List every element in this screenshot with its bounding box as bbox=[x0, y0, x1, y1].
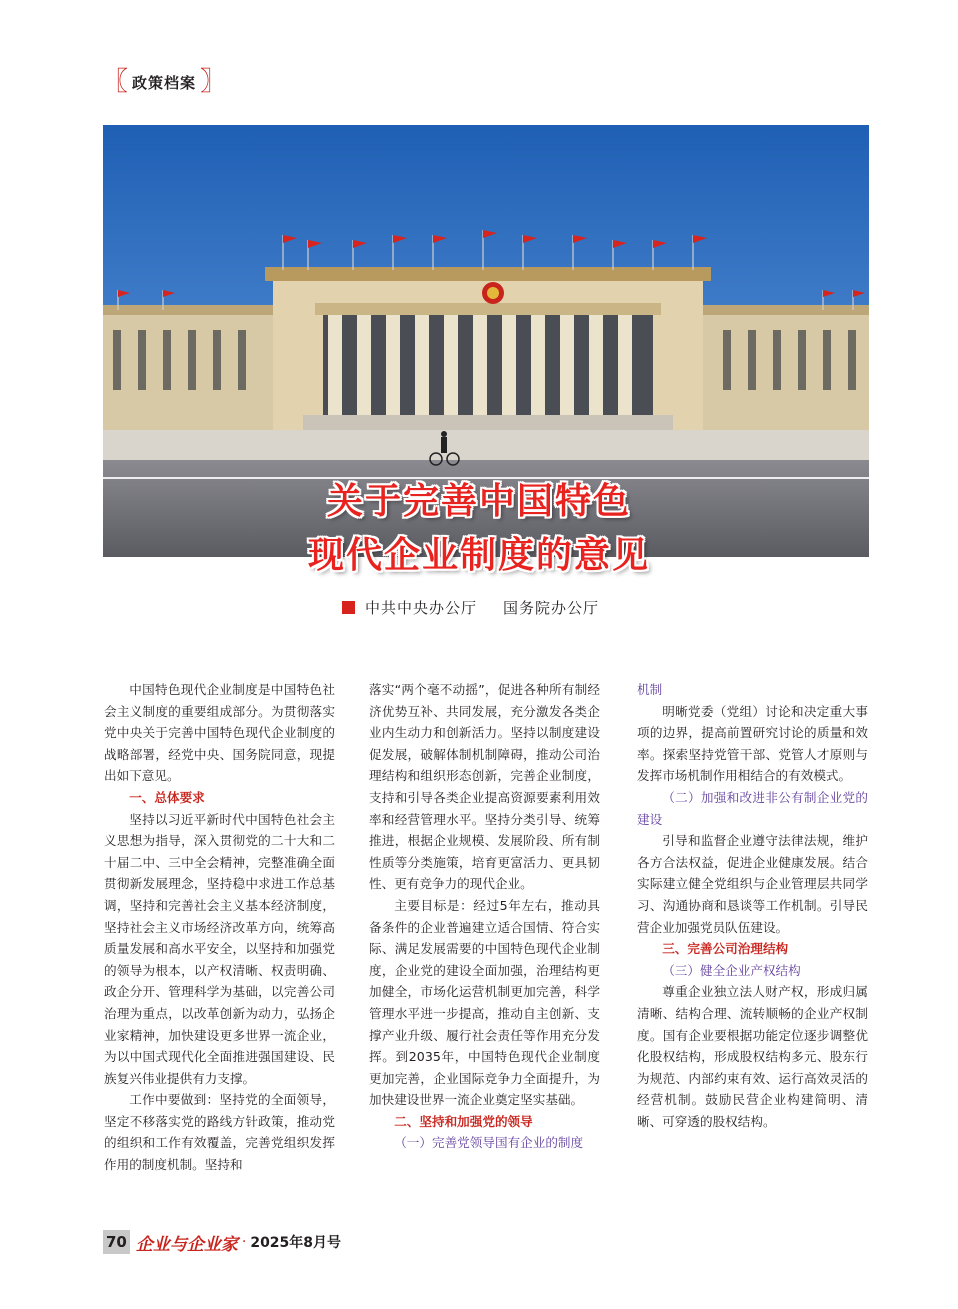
paragraph: 坚持以习近平新时代中国特色社会主义思想为指导，深入贯彻党的二十大和二十届二中、三中全会精神，完整准确全面贯彻新发展理念，坚持稳中求进工作总基调，坚持和完善社会主义基本经济制度，坚持社会主义市场经济改革方向，统筹高质量发展和高水平安全，以坚持和加强党的领导为根本，以产权清晰、权责明确、政企分开、管理科学为基础，以完善公司治理为重点，以改革创新为动力，弘扬企业家精神，加快建设更多世界一流企业，为以中国式现代化全面推进强国建设、民族复兴伟业提供有力支撑。 bbox=[104, 811, 335, 1086]
paragraph: 明晰党委（党组）讨论和决定重大事项的边界，提高前置研究讨论的质量和效率。探索坚持党管干部、党管人才原则与发挥市场机制作用相结合的有效模式。 bbox=[637, 703, 868, 784]
page-footer bbox=[103, 1229, 341, 1255]
section-heading: 一、总体要求 bbox=[129, 789, 205, 805]
paragraph: 尊重企业独立法人财产权，形成归属清晰、结构合理、流转顺畅的企业产权制度。国有企业要根据功能定位逐步调整优化股权结构，形成股权结构多元、股东行为规范、内部约束有效、运行高效灵活的经营机制。鼓励民营企业构建简明、清晰、可穿透的股权结构。 bbox=[637, 984, 868, 1129]
byline-org-2: 国务院办公厅 bbox=[503, 599, 600, 617]
sub-heading: （三）健全企业产权结构 bbox=[662, 962, 801, 978]
text-column-2 bbox=[369, 679, 600, 1154]
sub-heading: （二）加强和改进非公有制企业党的建设 bbox=[637, 789, 868, 827]
paragraph: 引导和监督企业遵守法律法规，维护各方合法权益，促进企业健康发展。结合实际建立健全党组织与企业管理层共同学习、沟通协商和恳谈等工作机制。引导民营企业加强党员队伍建设。 bbox=[637, 833, 868, 935]
paragraph: 落实“两个毫不动摇”，促进各种所有制经济优势互补、共同发展，充分激发各类企业内生动力和创新活力。坚持以制度建设促发展，破解体制机制障碍，推动公司治理结构和组织形态创新，完善企业制度，支持和引导各类企业提高资源要素利用效率和经营管理水平。坚持分类引导、统筹推进，根据企业规模、发展阶段、所有制性质等分类施策，培育更富活力、更具韧性、更有竞争力的现代企业。 bbox=[369, 682, 600, 892]
section-label: 政策档案 bbox=[132, 73, 197, 92]
page-number: 70 bbox=[103, 1230, 130, 1254]
byline-square-icon bbox=[342, 601, 355, 614]
sub-heading-continued: 机制 bbox=[637, 682, 663, 697]
separator-dot: · bbox=[241, 1234, 247, 1250]
paragraph: 工作中要做到：坚持党的全面领导，坚定不移落实党的路线方针政策，推动党的组织和工作有效覆盖，完善党组织发挥作用的制度机制。坚持和 bbox=[104, 1092, 335, 1173]
magazine-name: 企业与企业家 bbox=[135, 1234, 238, 1255]
right-bracket: 〗 bbox=[200, 67, 227, 97]
left-bracket: 〖 bbox=[102, 67, 129, 97]
article-title-line-2: 现代企业制度的意见 bbox=[307, 535, 650, 576]
issue-date: 2025年8月号 bbox=[250, 1235, 342, 1251]
article-title-line-1: 关于完善中国特色 bbox=[326, 481, 631, 522]
paragraph: 主要目标是：经过5年左右，推动具备条件的企业普遍建立适合国情、符合实际、满足发展需要的中国特色现代企业制度，企业党的建设全面加强，治理结构更加健全，市场化运营机制更加完善，科学管理水平进一步提高，推动自主创新、支撑产业升级、履行社会责任等作用充分发挥。到2035年，中国特色现代企业制度更加完善，企业国际竞争力全面提升，为加快建设世界一流企业奠定坚实基础。 bbox=[369, 897, 600, 1108]
byline bbox=[342, 597, 599, 618]
byline-org-1: 中共中央办公厅 bbox=[365, 599, 478, 617]
section-heading: 二、坚持和加强党的领导 bbox=[394, 1113, 533, 1129]
text-column-3 bbox=[637, 679, 868, 1132]
section-tag bbox=[102, 67, 226, 97]
paragraph: 中国特色现代企业制度是中国特色社会主义制度的重要组成部分。为贯彻落实党中央关于完善中国特色现代企业制度的战略部署，经党中央、国务院同意，现提出如下意见。 bbox=[104, 682, 335, 784]
sub-heading: （一）完善党领导国有企业的制度 bbox=[394, 1135, 584, 1151]
section-heading: 三、完善公司治理结构 bbox=[662, 941, 789, 957]
text-column-1 bbox=[104, 679, 335, 1176]
